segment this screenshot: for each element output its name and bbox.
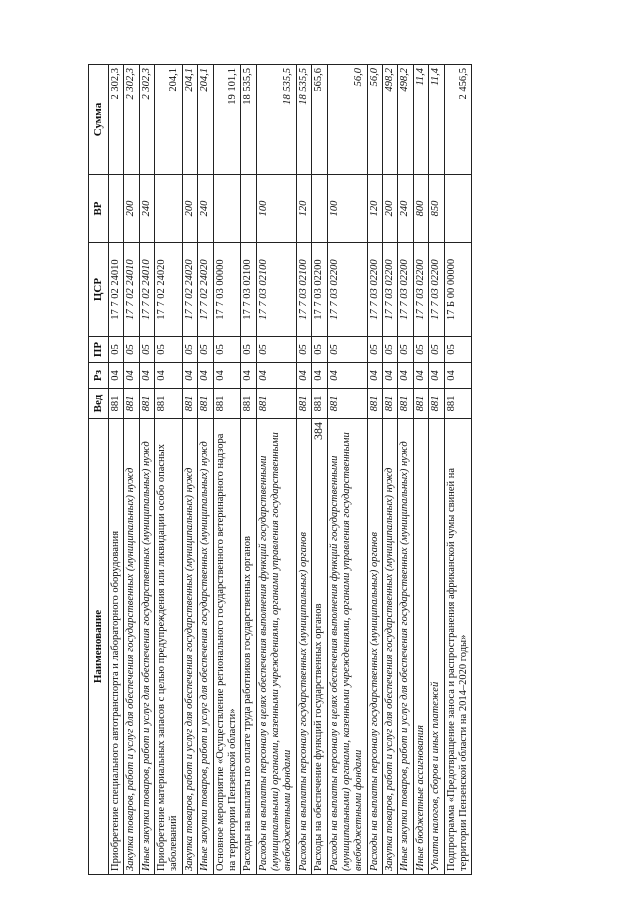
cell-sum: 11,4 bbox=[429, 65, 444, 175]
cell-name: Расходы на выплаты персоналу государственных (муниципальных) органов bbox=[367, 419, 382, 875]
cell-sum: 18 535,5 bbox=[241, 65, 256, 175]
cell-csr: 17 7 03 02100 bbox=[256, 243, 296, 337]
table-row bbox=[413, 65, 428, 875]
cell-vr: 850 bbox=[429, 175, 444, 243]
cell-name: Иные закупки товаров, работ и услуг для обеспечения государственных (муниципальных) нужд bbox=[398, 419, 413, 875]
cell-name: Иные бюджетные ассигнования bbox=[413, 419, 428, 875]
cell-rz: 04 bbox=[241, 363, 256, 389]
cell-csr: 17 7 03 02200 bbox=[327, 243, 367, 337]
table-row bbox=[429, 65, 444, 875]
cell-ved: 881 bbox=[312, 389, 327, 419]
cell-rz: 04 bbox=[213, 363, 241, 389]
cell-rz: 04 bbox=[296, 363, 311, 389]
table-row bbox=[312, 65, 327, 875]
cell-vr: 100 bbox=[327, 175, 367, 243]
header-rz: Рз bbox=[89, 363, 109, 389]
table-row bbox=[256, 65, 296, 875]
cell-sum: 2 456,5 bbox=[444, 65, 472, 175]
cell-name: Подпрограмма «Предотвращение заноса и распространения африканской чумы свиней на территории Пензенской области на 2014–2020 годы» bbox=[444, 419, 472, 875]
table-header-row bbox=[89, 65, 109, 875]
cell-vr: 240 bbox=[139, 175, 154, 243]
cell-pr: 05 bbox=[256, 337, 296, 363]
cell-vr: 200 bbox=[182, 175, 197, 243]
cell-rz: 04 bbox=[429, 363, 444, 389]
cell-pr: 05 bbox=[124, 337, 139, 363]
cell-pr: 05 bbox=[213, 337, 241, 363]
table-row bbox=[296, 65, 311, 875]
cell-rz: 04 bbox=[413, 363, 428, 389]
cell-sum: 56,0 bbox=[367, 65, 382, 175]
cell-name: Расходы на выплаты персоналу в целях обеспечения выполнения функций государственными (муниципальными) органами, казенными учреждениями, органами управления государственными внебюджетными фондами bbox=[256, 419, 296, 875]
cell-ved: 881 bbox=[256, 389, 296, 419]
cell-ved: 881 bbox=[198, 389, 213, 419]
cell-vr bbox=[444, 175, 472, 243]
cell-csr: 17 7 02 24020 bbox=[198, 243, 213, 337]
cell-vr bbox=[312, 175, 327, 243]
cell-rz: 04 bbox=[182, 363, 197, 389]
cell-ved: 881 bbox=[124, 389, 139, 419]
cell-pr: 05 bbox=[429, 337, 444, 363]
cell-name: Закупка товаров, работ и услуг для обеспечения государственных (муниципальных) нужд bbox=[383, 419, 398, 875]
cell-ved: 881 bbox=[108, 389, 123, 419]
table-row bbox=[213, 65, 241, 875]
cell-vr: 800 bbox=[413, 175, 428, 243]
cell-pr: 05 bbox=[398, 337, 413, 363]
cell-sum: 498,2 bbox=[383, 65, 398, 175]
cell-ved: 881 bbox=[241, 389, 256, 419]
cell-pr: 05 bbox=[367, 337, 382, 363]
cell-csr: 17 7 02 24010 bbox=[139, 243, 154, 337]
cell-csr: 17 7 02 24020 bbox=[182, 243, 197, 337]
cell-vr: 120 bbox=[367, 175, 382, 243]
budget-table bbox=[88, 64, 472, 875]
cell-name: Расходы на обеспечение функций государственных органов bbox=[312, 419, 327, 875]
cell-rz: 04 bbox=[312, 363, 327, 389]
cell-sum: 204,1 bbox=[198, 65, 213, 175]
cell-vr: 200 bbox=[124, 175, 139, 243]
cell-rz: 04 bbox=[139, 363, 154, 389]
cell-pr: 05 bbox=[182, 337, 197, 363]
table-row bbox=[367, 65, 382, 875]
table-body bbox=[108, 65, 471, 875]
header-ved: Вед bbox=[89, 389, 109, 419]
page-number: 384 bbox=[311, 422, 325, 440]
cell-rz: 04 bbox=[198, 363, 213, 389]
cell-name: Приобретение специального автотранспорта и лабораторного оборудования bbox=[108, 419, 123, 875]
cell-rz: 04 bbox=[108, 363, 123, 389]
cell-sum: 18 535,5 bbox=[256, 65, 296, 175]
header-pr: ПР bbox=[89, 337, 109, 363]
cell-pr: 05 bbox=[444, 337, 472, 363]
table-row bbox=[124, 65, 139, 875]
cell-csr: 17 Б 00 00000 bbox=[444, 243, 472, 337]
cell-sum: 2 302,3 bbox=[139, 65, 154, 175]
cell-ved: 881 bbox=[367, 389, 382, 419]
cell-sum: 2 302,3 bbox=[108, 65, 123, 175]
cell-rz: 04 bbox=[444, 363, 472, 389]
cell-pr: 05 bbox=[296, 337, 311, 363]
cell-vr: 200 bbox=[383, 175, 398, 243]
table-row bbox=[155, 65, 183, 875]
cell-rz: 04 bbox=[367, 363, 382, 389]
cell-name: Иные закупки товаров, работ и услуг для обеспечения государственных (муниципальных) нужд bbox=[198, 419, 213, 875]
table-row bbox=[182, 65, 197, 875]
table-row bbox=[198, 65, 213, 875]
cell-vr: 240 bbox=[198, 175, 213, 243]
table-row bbox=[398, 65, 413, 875]
header-vr: ВР bbox=[89, 175, 109, 243]
cell-csr: 17 7 03 02200 bbox=[429, 243, 444, 337]
cell-vr bbox=[213, 175, 241, 243]
cell-rz: 04 bbox=[155, 363, 183, 389]
cell-name: Уплата налогов, сборов и иных платежей bbox=[429, 419, 444, 875]
cell-name: Расходы на выплаты по оплате труда работников государственных органов bbox=[241, 419, 256, 875]
cell-csr: 17 7 03 02200 bbox=[398, 243, 413, 337]
cell-ved: 881 bbox=[444, 389, 472, 419]
cell-vr bbox=[155, 175, 183, 243]
cell-rz: 04 bbox=[256, 363, 296, 389]
cell-csr: 17 7 02 24020 bbox=[155, 243, 183, 337]
cell-rz: 04 bbox=[124, 363, 139, 389]
cell-pr: 05 bbox=[108, 337, 123, 363]
cell-name: Закупка товаров, работ и услуг для обеспечения государственных (муниципальных) нужд bbox=[182, 419, 197, 875]
cell-sum: 19 101,1 bbox=[213, 65, 241, 175]
cell-pr: 05 bbox=[155, 337, 183, 363]
table-row bbox=[327, 65, 367, 875]
cell-ved: 881 bbox=[155, 389, 183, 419]
cell-ved: 881 bbox=[182, 389, 197, 419]
cell-sum: 204,1 bbox=[182, 65, 197, 175]
cell-ved: 881 bbox=[398, 389, 413, 419]
cell-ved: 881 bbox=[413, 389, 428, 419]
cell-rz: 04 bbox=[398, 363, 413, 389]
table-row bbox=[108, 65, 123, 875]
cell-sum: 498,2 bbox=[398, 65, 413, 175]
cell-csr: 17 7 03 02200 bbox=[413, 243, 428, 337]
cell-name: Закупка товаров, работ и услуг для обеспечения государственных (муниципальных) нужд bbox=[124, 419, 139, 875]
cell-vr bbox=[241, 175, 256, 243]
cell-pr: 05 bbox=[241, 337, 256, 363]
cell-sum: 2 302,3 bbox=[124, 65, 139, 175]
cell-sum: 56,0 bbox=[327, 65, 367, 175]
cell-ved: 881 bbox=[139, 389, 154, 419]
cell-name: Расходы на выплаты персоналу в целях обеспечения выполнения функций государственными (муниципальными) органами, казенными учреждениями, органами управления государственными внебюджетными фондами bbox=[327, 419, 367, 875]
cell-csr: 17 7 03 02100 bbox=[296, 243, 311, 337]
cell-name: Иные закупки товаров, работ и услуг для обеспечения государственных (муниципальных) нужд bbox=[139, 419, 154, 875]
cell-rz: 04 bbox=[383, 363, 398, 389]
cell-csr: 17 7 03 02200 bbox=[367, 243, 382, 337]
cell-csr: 17 7 03 00000 bbox=[213, 243, 241, 337]
cell-csr: 17 7 02 24010 bbox=[124, 243, 139, 337]
cell-pr: 05 bbox=[413, 337, 428, 363]
cell-csr: 17 7 03 02100 bbox=[241, 243, 256, 337]
table-row bbox=[241, 65, 256, 875]
cell-pr: 05 bbox=[198, 337, 213, 363]
table-row bbox=[139, 65, 154, 875]
table-row bbox=[383, 65, 398, 875]
cell-sum: 18 535,5 bbox=[296, 65, 311, 175]
cell-ved: 881 bbox=[296, 389, 311, 419]
cell-vr: 240 bbox=[398, 175, 413, 243]
cell-sum: 11,4 bbox=[413, 65, 428, 175]
cell-pr: 05 bbox=[312, 337, 327, 363]
table-row bbox=[444, 65, 472, 875]
cell-ved: 881 bbox=[429, 389, 444, 419]
cell-vr bbox=[108, 175, 123, 243]
cell-rz: 04 bbox=[327, 363, 367, 389]
cell-name: Основное мероприятие «Осуществление регионального государственного ветеринарного надзора на территории Пензенской области» bbox=[213, 419, 241, 875]
cell-vr: 120 bbox=[296, 175, 311, 243]
header-csr: ЦСР bbox=[89, 243, 109, 337]
cell-ved: 881 bbox=[213, 389, 241, 419]
cell-pr: 05 bbox=[327, 337, 367, 363]
header-name: Наименование bbox=[89, 419, 109, 875]
cell-ved: 881 bbox=[327, 389, 367, 419]
cell-vr: 100 bbox=[256, 175, 296, 243]
cell-csr: 17 7 03 02200 bbox=[383, 243, 398, 337]
cell-sum: 565,6 bbox=[312, 65, 327, 175]
cell-sum: 204,1 bbox=[155, 65, 183, 175]
cell-name: Приобретение материальных запасов с целью предупреждения или ликвидации особо опасных заболеваний bbox=[155, 419, 183, 875]
cell-csr: 17 7 02 24010 bbox=[108, 243, 123, 337]
cell-name: Расходы на выплаты персоналу государственных (муниципальных) органов bbox=[296, 419, 311, 875]
cell-pr: 05 bbox=[139, 337, 154, 363]
header-sum: Сумма bbox=[89, 65, 109, 175]
rotated-page bbox=[88, 65, 568, 875]
cell-ved: 881 bbox=[383, 389, 398, 419]
cell-pr: 05 bbox=[383, 337, 398, 363]
cell-csr: 17 7 03 02200 bbox=[312, 243, 327, 337]
